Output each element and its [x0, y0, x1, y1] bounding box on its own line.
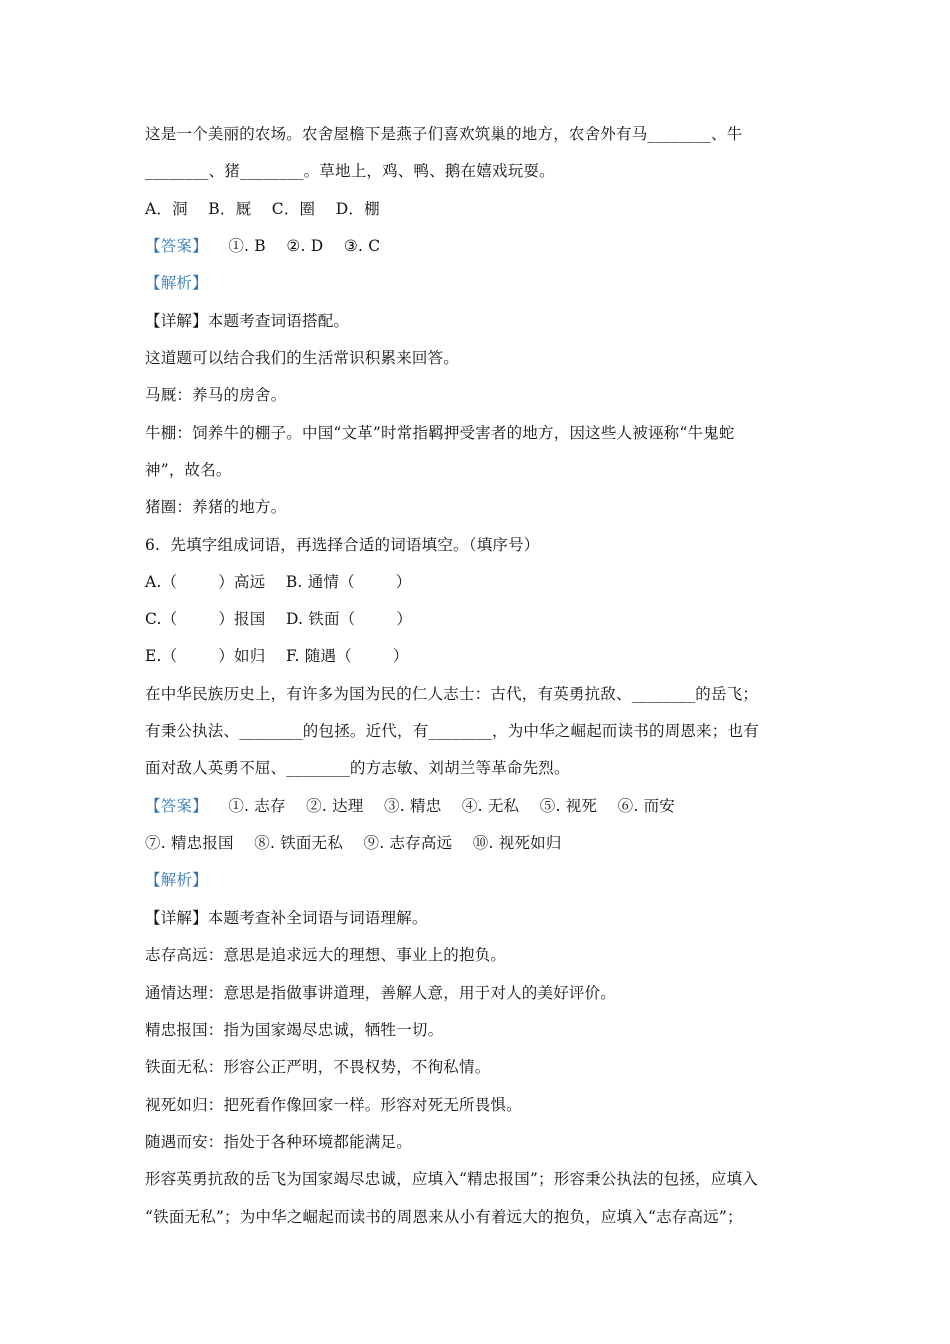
q6-explain-5: 视死如归：把死看作像回家一样。形容对死无所畏惧。 [145, 1096, 522, 1114]
q6-passage-line-3: 面对敌人英勇不屈、________的方志敏、刘胡兰等革命先烈。 [145, 759, 570, 777]
q5-passage-line-1: 这是一个美丽的农场。农舍屋檐下是燕子们喜欢筑巢的地方，农舍外有马________、牛 [145, 125, 743, 143]
q6-explain-4: 铁面无私：形容公正严明，不畏权势，不徇私情。 [145, 1058, 491, 1076]
q5-explain-2a: 牛棚：饲养牛的棚子。中国“文革”时常指羁押受害者的地方，因这些人被诬称“牛鬼蛇 [145, 424, 735, 442]
q6-summary-line-2: “铁面无私”；为中华之崛起而读书的周恩来从小有着远大的抱负，应填入“志存高远”； [145, 1208, 743, 1226]
q6-stem: 6. 先填字组成词语，再选择合适的词语填空。（填序号） [145, 536, 540, 554]
q6-passage-line-2: 有秉公执法、________的包拯。近代，有________，为中华之崛起而读书的周恩来；也有 [145, 722, 759, 740]
q6-options-row-2: C.（ ）报国 D. 铁面（ ） [145, 610, 413, 628]
q5-explain-1: 马厩：养马的房舍。 [145, 386, 287, 404]
q6-explain-1: 志存高远：意思是追求远大的理想、事业上的抱负。 [145, 946, 507, 964]
q6-passage-line-1: 在中华民族历史上，有许多为国为民的仁人志士：古代，有英勇抗敌、________的岳飞； [145, 685, 759, 703]
q5-explain-2b: 神”，故名。 [145, 461, 232, 479]
q6-analysis-tag: 【解析】 [145, 871, 208, 889]
q6-answer-row [145, 796, 675, 816]
q5-intro: 这道题可以结合我们的生活常识积累来回答。 [145, 349, 460, 367]
q6-options-row-3: E.（ ）如归 F. 随遇（ ） [145, 647, 409, 665]
q6-explain-2: 通情达理：意思是指做事讲道理，善解人意，用于对人的美好评价。 [145, 984, 617, 1002]
answer-tag: 【答案】 [145, 797, 208, 815]
q5-explain-3: 猪圈：养猪的地方。 [145, 498, 287, 516]
q6-answer-line-2: ⑦. 精忠报国 ⑧. 铁面无私 ⑨. 志存高远 ⑩. 视死如归 [145, 834, 562, 852]
q6-explain-3: 精忠报国：指为国家竭尽忠诚，牺牲一切。 [145, 1021, 444, 1039]
answer-tag: 【答案】 [145, 237, 208, 255]
q5-answer-row [145, 236, 380, 256]
q6-answer-line-1: ①. 志存 ②. 达理 ③. 精忠 ④. 无私 ⑤. 视死 ⑥. 而安 [207, 797, 675, 815]
q5-options: A．洞 B．厩 C．圈 D．棚 [145, 200, 380, 218]
q6-summary-line-1: 形容英勇抗敌的岳飞为国家竭尽忠诚，应填入“精忠报国”；形容秉公执法的包拯，应填入 [145, 1170, 758, 1188]
q6-options-row-1: A.（ ）高远 B. 通情（ ） [145, 573, 412, 591]
q6-detail: 【详解】本题考查补全词语与词语理解。 [145, 909, 428, 927]
q5-passage-line-2: ________、猪________。草地上，鸡、鸭、鹅在嬉戏玩耍。 [145, 162, 555, 180]
q5-detail: 【详解】本题考查词语搭配。 [145, 312, 350, 330]
q5-answer-text: ①. B ②. D ③. C [207, 237, 381, 255]
q5-analysis-tag: 【解析】 [145, 274, 208, 292]
q6-explain-6: 随遇而安：指处于各种环境都能满足。 [145, 1133, 412, 1151]
